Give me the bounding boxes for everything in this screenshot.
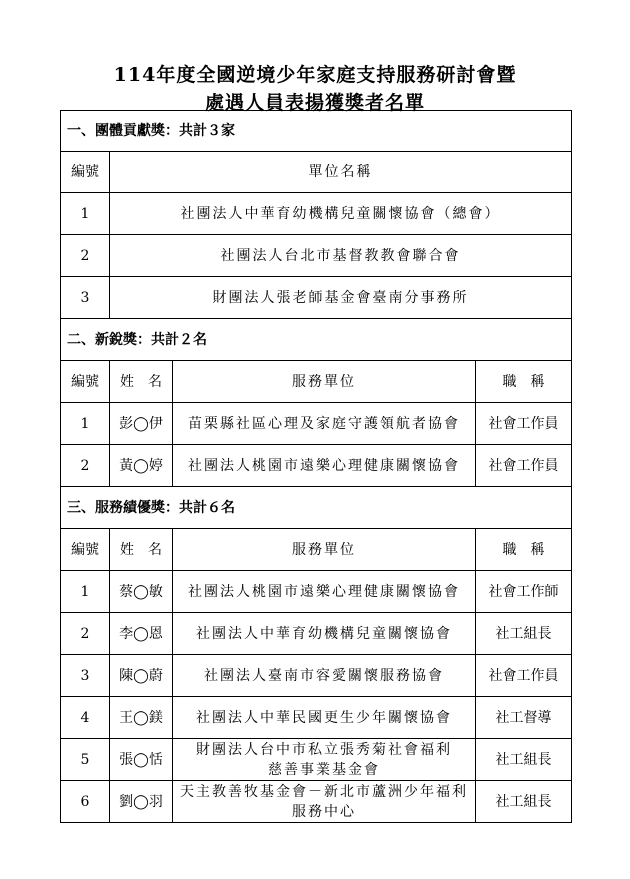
row-service-unit: 社團法人臺南市容愛關懷服務協會 — [173, 655, 476, 697]
row-job-title: 社會工作員 — [476, 445, 572, 487]
table-row — [61, 235, 572, 277]
table-row — [61, 739, 572, 781]
table-row — [61, 571, 572, 613]
row-no: 1 — [61, 403, 110, 445]
row-name: 王◯鎂 — [110, 697, 173, 739]
table-row — [61, 277, 572, 319]
document-title-line1: 114年度全國逆境少年家庭支持服務研討會暨 — [113, 64, 517, 86]
row-service-unit: 社團法人桃園市遠樂心理健康關懷協會 — [173, 445, 476, 487]
row-no: 3 — [61, 655, 110, 697]
row-service-unit: 社團法人中華育幼機構兒童關懷協會 — [173, 613, 476, 655]
table-header-row — [61, 152, 572, 193]
row-job-title: 社工組長 — [476, 739, 572, 781]
header-job-title: 職 稱 — [476, 361, 572, 403]
table-row — [61, 193, 572, 235]
header-service-unit: 服務單位 — [173, 361, 476, 403]
row-job-title: 社工組長 — [476, 781, 572, 823]
service-unit-line1: 財團法人台中市私立張秀菊社會福利 — [196, 741, 452, 758]
row-no: 4 — [61, 697, 110, 739]
section2-heading: 二、新銳獎：共計２名 — [61, 319, 572, 361]
section3-heading: 三、服務績優獎：共計６名 — [61, 487, 572, 529]
row-no: 6 — [61, 781, 110, 823]
row-service-unit: 苗栗縣社區心理及家庭守護領航者協會 — [173, 403, 476, 445]
row-no: 2 — [61, 235, 110, 277]
row-no: 3 — [61, 277, 110, 319]
section-heading-row — [61, 111, 572, 152]
row-unit: 社團法人中華育幼機構兒童關懷協會（總會） — [110, 193, 572, 235]
row-unit: 財團法人張老師基金會臺南分事務所 — [110, 277, 572, 319]
service-unit-line2: 慈善事業基金會 — [268, 761, 380, 778]
row-service-unit — [173, 739, 476, 781]
row-no: 2 — [61, 445, 110, 487]
header-no: 編號 — [61, 529, 110, 571]
table-row — [61, 697, 572, 739]
section-heading-row — [61, 487, 572, 529]
table-row — [61, 655, 572, 697]
row-no: 1 — [61, 193, 110, 235]
header-job-title: 職 稱 — [476, 529, 572, 571]
table-row — [61, 781, 572, 823]
row-unit: 社團法人台北市基督教教會聯合會 — [110, 235, 572, 277]
row-name: 蔡◯敏 — [110, 571, 173, 613]
row-job-title: 社會工作師 — [476, 571, 572, 613]
row-no: 1 — [61, 571, 110, 613]
header-name: 姓 名 — [110, 529, 173, 571]
row-name: 彭◯伊 — [110, 403, 173, 445]
row-job-title: 社會工作員 — [476, 655, 572, 697]
table-row — [61, 403, 572, 445]
table-row — [61, 613, 572, 655]
document-title-line2: 處遇人員表揚獲獎者名單 — [204, 92, 425, 114]
row-name: 黃◯婷 — [110, 445, 173, 487]
header-unit-name: 單位名稱 — [110, 152, 572, 193]
row-name: 劉◯羽 — [110, 781, 173, 823]
row-name: 陳◯蔚 — [110, 655, 173, 697]
header-no: 編號 — [61, 361, 110, 403]
table-header-row — [61, 529, 572, 571]
row-service-unit — [173, 781, 476, 823]
row-name: 張◯恬 — [110, 739, 173, 781]
award-table — [60, 110, 572, 823]
table-row — [61, 445, 572, 487]
header-no: 編號 — [61, 152, 110, 193]
section-heading-row — [61, 319, 572, 361]
service-unit-line1: 天主教善牧基金會－新北市蘆洲少年福利 — [180, 783, 468, 800]
section1-heading: 一、團體貢獻獎：共計３家 — [61, 111, 572, 152]
row-service-unit: 社團法人桃園市遠樂心理健康關懷協會 — [173, 571, 476, 613]
table-header-row — [61, 361, 572, 403]
service-unit-line2: 服務中心 — [292, 803, 356, 820]
header-service-unit: 服務單位 — [173, 529, 476, 571]
row-no: 2 — [61, 613, 110, 655]
row-job-title: 社工組長 — [476, 613, 572, 655]
row-no: 5 — [61, 739, 110, 781]
row-job-title: 社會工作員 — [476, 403, 572, 445]
row-service-unit: 社團法人中華民國更生少年關懷協會 — [173, 697, 476, 739]
row-job-title: 社工督導 — [476, 697, 572, 739]
row-name: 李◯恩 — [110, 613, 173, 655]
header-name: 姓 名 — [110, 361, 173, 403]
